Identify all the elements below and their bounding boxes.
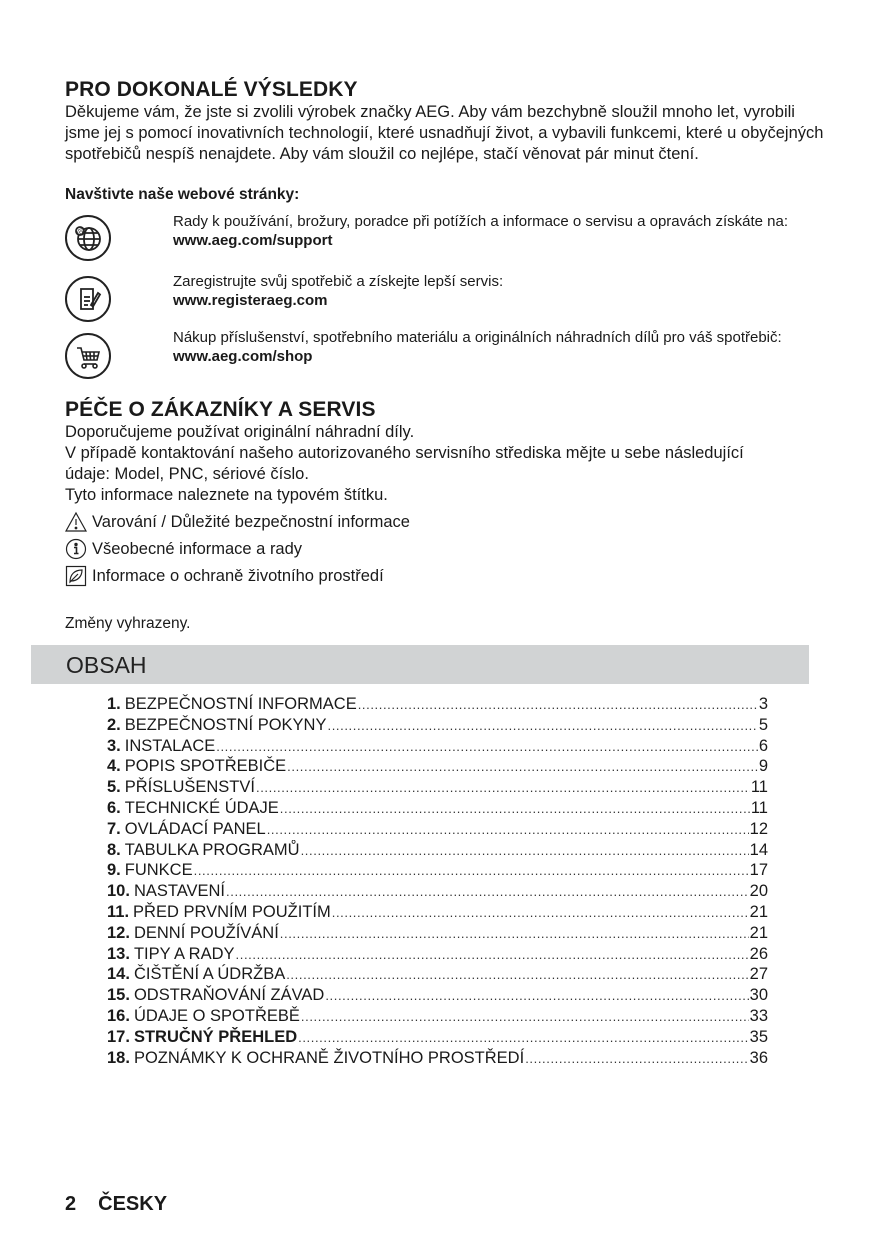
toc-dot-leader	[280, 798, 750, 819]
toc-entry-number: 13.	[107, 944, 130, 963]
legend-environment	[65, 565, 384, 587]
toc-entry[interactable]	[107, 881, 768, 902]
section-title-intro: PRO DOKONALÉ VÝSLEDKY	[65, 78, 358, 101]
section-title-service: PÉČE O ZÁKAZNÍKY A SERVIS	[65, 398, 376, 421]
leaf-icon	[65, 565, 87, 587]
toc-entry-label: POZNÁMKY K OCHRANĚ ŽIVOTNÍHO PROSTŘEDÍ	[133, 1048, 525, 1067]
toc-entry-number: 3.	[107, 736, 121, 755]
changes-note: Změny vyhrazeny.	[65, 615, 191, 632]
toc-entry-page: 30	[749, 986, 768, 1005]
toc-entry[interactable]	[107, 777, 768, 798]
toc-entry-page: 9	[758, 757, 768, 776]
toc-entry-number: 2.	[107, 715, 121, 734]
shop-link[interactable]: www.aeg.com/shop	[173, 348, 313, 365]
toc-entry-number: 17.	[107, 1027, 130, 1046]
intro-paragraph: Děkujeme vám, že jste si zvolili výrobek značky AEG. Aby vám bezchybně sloužil mnoho let, vyrobili jsme jej s pomocí inovativních technologií, které usnadňují život, a vybavili funkcemi, které u obyčejných spotřebičů nespíš nenajdete. Aby vám sloužil co nejlépe, stačí věnovat pár minut čtení.	[65, 103, 824, 163]
web-heading: Navštivte naše webové stránky:	[65, 186, 300, 203]
toc-dot-leader	[301, 840, 749, 861]
toc-entry-page: 21	[749, 923, 768, 942]
toc-entry-number: 6.	[107, 798, 121, 817]
toc-banner	[31, 645, 809, 684]
toc-dot-leader	[194, 860, 749, 881]
toc-entry[interactable]	[107, 715, 768, 736]
web-item-text: Nákup příslušenství, spotřebního materiálu a originálních náhradních dílů pro váš spotřebič:	[173, 329, 782, 346]
toc-entry-label: STRUČNÝ PŘEHLED	[133, 1027, 298, 1046]
toc-dot-leader	[216, 736, 758, 757]
toc-entry-number: 18.	[107, 1048, 130, 1067]
toc-entry-number: 8.	[107, 840, 121, 859]
page-footer	[65, 1193, 167, 1216]
legend-label: Varování / Důležité bezpečnostní informace	[92, 512, 410, 531]
toc-entry[interactable]	[107, 964, 768, 985]
toc-dot-leader	[256, 777, 750, 798]
toc-entry[interactable]	[107, 1027, 768, 1048]
register-link[interactable]: www.registeraeg.com	[173, 292, 328, 309]
toc-entry-label: INSTALACE	[124, 736, 216, 755]
toc-entry-page: 17	[749, 861, 768, 880]
table-of-contents	[107, 694, 768, 1068]
legend-info	[65, 538, 302, 560]
toc-dot-leader	[332, 902, 749, 923]
toc-dot-leader	[301, 1006, 749, 1027]
toc-entry[interactable]	[107, 860, 768, 881]
toc-entry[interactable]	[107, 798, 768, 819]
toc-dot-leader	[226, 881, 749, 902]
toc-entry[interactable]	[107, 840, 768, 861]
toc-dot-leader	[267, 819, 749, 840]
toc-entry-page: 26	[749, 944, 768, 963]
toc-dot-leader	[358, 694, 758, 715]
toc-dot-leader	[325, 985, 748, 1006]
toc-entry-number: 16.	[107, 1006, 130, 1025]
toc-dot-leader	[286, 964, 748, 985]
service-line: Tyto informace naleznete na typovém štítku.	[65, 486, 388, 504]
toc-entry-number: 10.	[107, 882, 130, 901]
toc-dot-leader	[280, 923, 749, 944]
toc-entry-page: 6	[758, 736, 768, 755]
toc-entry[interactable]	[107, 985, 768, 1006]
toc-entry-number: 7.	[107, 819, 121, 838]
toc-entry-number: 4.	[107, 757, 121, 776]
web-item-shop	[173, 328, 813, 366]
toc-entry-number: 12.	[107, 923, 130, 942]
toc-entry[interactable]	[107, 819, 768, 840]
toc-entry-label: OVLÁDACÍ PANEL	[124, 819, 266, 838]
toc-entry-number: 14.	[107, 965, 130, 984]
toc-entry-page: 11	[750, 798, 768, 817]
toc-entry-label: TECHNICKÉ ÚDAJE	[124, 798, 279, 817]
toc-dot-leader	[298, 1027, 749, 1048]
toc-entry-page: 20	[749, 882, 768, 901]
toc-entry[interactable]	[107, 694, 768, 715]
language-label: ČESKY	[98, 1193, 168, 1215]
legend-label: Všeobecné informace a rady	[92, 539, 303, 558]
toc-entry-label: BEZPEČNOSTNÍ INFORMACE	[124, 695, 357, 713]
toc-entry-label: DENNÍ POUŽÍVÁNÍ	[133, 923, 279, 942]
service-line: V případě kontaktování našeho autorizovaného servisního střediska mějte u sebe následující údaje: Model, PNC, sériové číslo.	[65, 444, 744, 483]
toc-dot-leader	[236, 944, 749, 965]
toc-entry-label: PŘÍSLUŠENSTVÍ	[124, 778, 255, 797]
toc-entry-page: 5	[758, 715, 768, 734]
toc-entry-label: NASTAVENÍ	[133, 882, 226, 901]
toc-entry-label: TIPY A RADY	[133, 944, 235, 963]
toc-entry-page: 11	[750, 778, 768, 797]
toc-entry-label: BEZPEČNOSTNÍ POKYNY	[124, 715, 327, 734]
toc-entry-page: 36	[749, 1048, 768, 1067]
toc-dot-leader	[327, 715, 757, 736]
legend-warning	[65, 511, 410, 533]
web-item-register	[173, 272, 813, 310]
toc-entry-number: 5.	[107, 778, 121, 797]
toc-entry-label: PŘED PRVNÍM POUŽITÍM	[133, 902, 331, 921]
shopping-cart-icon	[65, 333, 111, 379]
register-document-icon	[65, 276, 111, 322]
toc-entry-label: ČIŠTĚNÍ A ÚDRŽBA	[133, 965, 286, 984]
toc-entry-page: 12	[749, 819, 768, 838]
toc-dot-leader	[525, 1048, 748, 1069]
svg-text:@: @	[77, 227, 85, 236]
web-item-support	[173, 212, 813, 250]
toc-entry-label: ODSTRAŇOVÁNÍ ZÁVAD	[133, 986, 325, 1005]
toc-entry-page: 33	[749, 1006, 768, 1025]
toc-dot-leader	[287, 756, 758, 777]
toc-entry-label: FUNKCE	[124, 861, 193, 880]
web-item-text: Rady k používání, brožury, poradce při potížích a informace o servisu a opravách získáte na:	[173, 213, 789, 230]
toc-entry[interactable]	[107, 902, 768, 923]
toc-entry[interactable]	[107, 756, 768, 777]
toc-entry-page: 21	[749, 902, 768, 921]
toc-entry-number: 1.	[107, 695, 121, 713]
page-number: 2	[65, 1193, 77, 1215]
toc-entry[interactable]	[107, 1048, 768, 1069]
toc-entry-number: 15.	[107, 986, 130, 1005]
toc-entry-page: 3	[758, 695, 768, 713]
toc-entry[interactable]	[107, 923, 768, 944]
globe-at-icon	[65, 215, 111, 261]
toc-entry[interactable]	[107, 944, 768, 965]
service-line: Doporučujeme používat originální náhradní díly.	[65, 423, 415, 441]
toc-entry-page: 27	[749, 965, 768, 984]
toc-entry-label: POPIS SPOTŘEBIČE	[124, 757, 287, 776]
info-circle-icon	[65, 538, 87, 560]
support-link[interactable]: www.aeg.com/support	[173, 232, 333, 249]
toc-entry-label: TABULKA PROGRAMŮ	[124, 840, 300, 859]
web-item-text: Zaregistrujte svůj spotřebič a získejte lepší servis:	[173, 273, 504, 290]
toc-entry[interactable]	[107, 1006, 768, 1027]
service-paragraph	[65, 422, 825, 506]
warning-triangle-icon	[65, 511, 87, 533]
toc-entry-page: 35	[749, 1027, 768, 1046]
toc-entry-label: ÚDAJE O SPOTŘEBĚ	[133, 1006, 300, 1025]
legend-label: Informace o ochraně životního prostředí	[92, 566, 384, 585]
toc-entry[interactable]	[107, 736, 768, 757]
toc-entry-number: 11.	[107, 902, 130, 921]
toc-entry-number: 9.	[107, 861, 121, 880]
toc-entry-page: 14	[749, 840, 768, 859]
toc-title: OBSAH	[66, 652, 147, 678]
